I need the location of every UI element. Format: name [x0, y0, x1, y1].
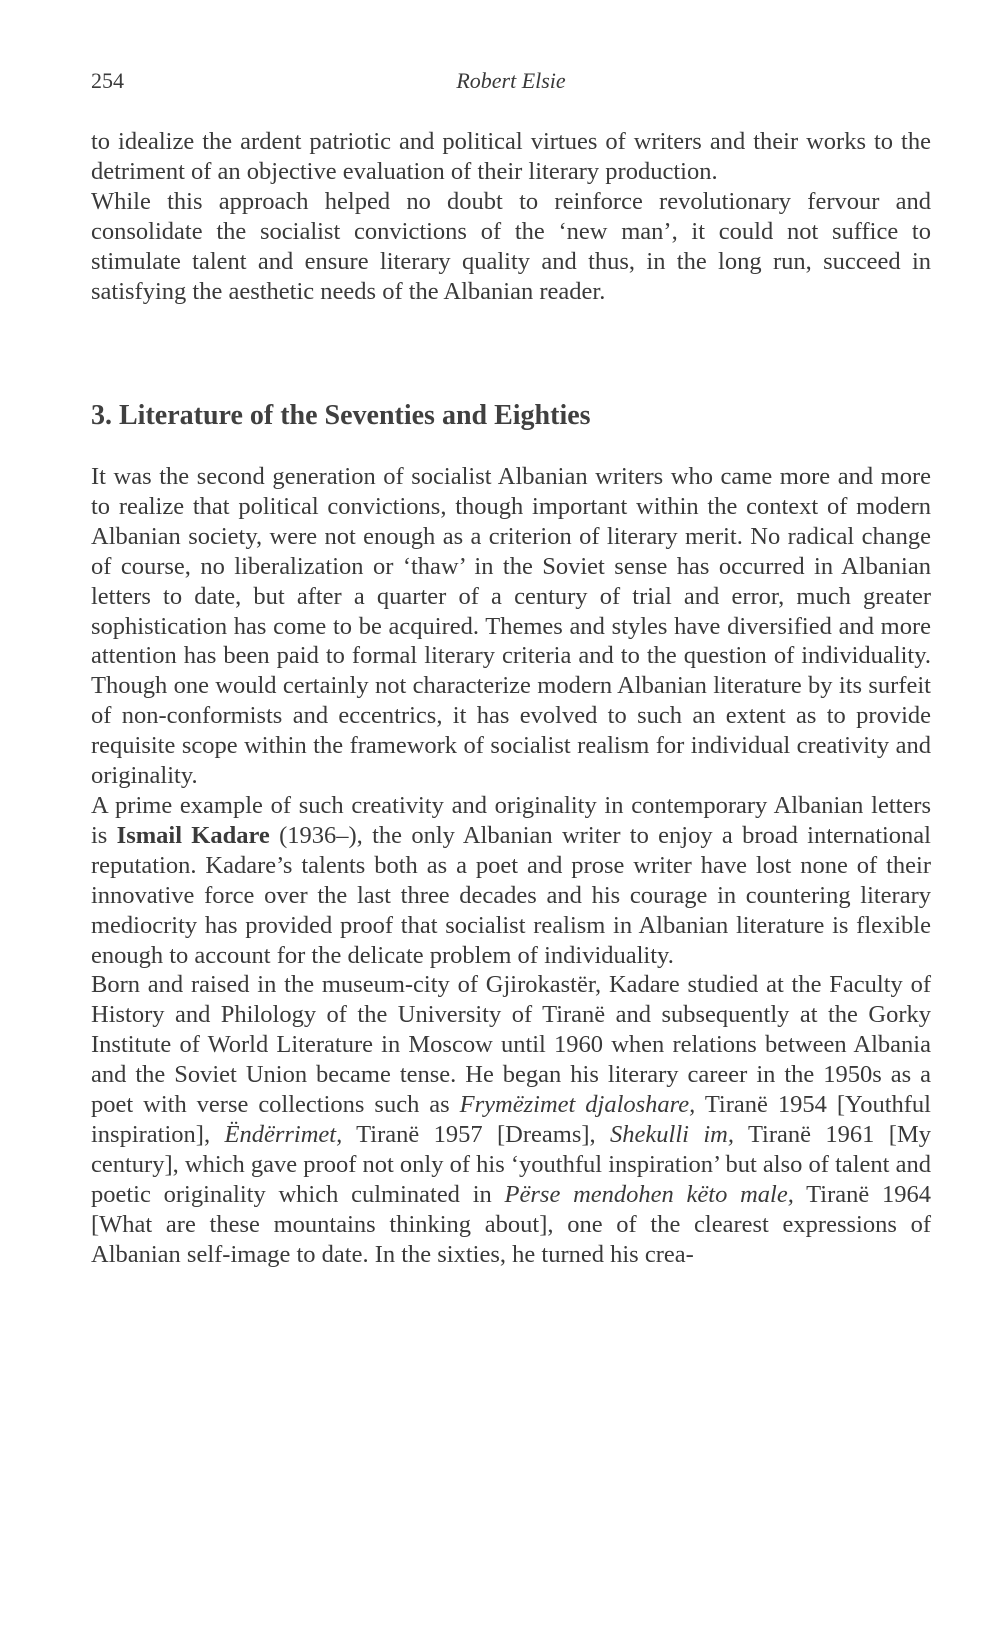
text-run: Tiranë 1954 [Youthful inspiration], — [91, 1091, 931, 1148]
text-run: (1936–), the only Albanian writer to enjoy a broad international reputation. Kadare’s talents both as a poet and prose writer have lost none of their innovative force over the last three decades and his courage in countering literary mediocrity has provided proof that socialist realism in Albanian literature is flexible enough to account for the delicate problem of individuality. — [91, 821, 931, 969]
author-name: Ismail Kadare — [116, 821, 270, 849]
running-head — [91, 66, 931, 96]
page-number: 254 — [91, 68, 124, 93]
section-heading: 3. Literature of the Seventies and Eighties — [91, 400, 591, 431]
book-title: Shekulli im, — [610, 1120, 734, 1148]
paragraph: While this approach helped no doubt to reinforce revolutionary fervour and consolidate the socialist convictions of the ‘new man’, it could not suffice to stimulate talent and ensure literary quality and thus, in the long run, succeed in satisfying the aesthetic needs of the Albanian reader. — [91, 187, 931, 305]
text-run: Tiranë 1964 [What are these mountains thinking about], one of the clearest expressions of Albanian self-image to date. In the sixties, he turned his crea- — [91, 1180, 931, 1268]
text-run: Tiranë 1957 [Dreams], — [342, 1120, 611, 1148]
paragraph: to idealize the ardent patriotic and political virtues of writers and their works to the detriment of an objective evaluation of their literary production. — [91, 128, 931, 185]
text-run: A prime example of such creativity and originality in contemporary Albanian letters is — [91, 791, 931, 849]
text-run: Born and raised in the museum-city of Gjirokastër, Kadare studied at the Faculty of History and Philology of the University of Tiranë and subsequently at the Gorky Institute of World Literature in Moscow until 1960 when relations between Albania and the Soviet Union became tense. He began his literary career in the 1950s as a poet with verse collections such as — [91, 971, 931, 1119]
book-title: Përse mendohen këto male, — [504, 1180, 794, 1208]
book-title: Ëndërrimet, — [224, 1120, 343, 1148]
text-run: Tiranë 1961 [My century], which gave proof not only of his ‘youthful inspiration’ but also of talent and poetic originality which culminated in — [91, 1120, 932, 1208]
book-title: Frymëzimet djaloshare, — [459, 1091, 696, 1119]
paragraph: It was the second generation of socialist Albanian writers who came more and more to realize that political convictions, though important within the context of modern Albanian society, were not enough as a criterion of literary merit. No radical change of course, no liberalization or ‘thaw’ in the Soviet sense has occurred in Albanian letters to date, but after a quarter of a century of trial and error, much greater sophistication has come to be acquired. Themes and styles have diversified and more attention has been paid to formal literary criteria and to the question of individuality. Though one would certainly not characterize modern Albanian literature by its surfeit of non-conformists and eccentrics, it has evolved to such an extent as to provide requisite scope within the framework of socialist realism for individual creativity and originality. — [91, 463, 931, 790]
paragraph — [91, 791, 931, 970]
continuation-text — [91, 127, 931, 306]
section-body — [91, 462, 931, 1269]
paragraph — [91, 970, 931, 1269]
running-title: Robert Elsie — [456, 68, 566, 93]
